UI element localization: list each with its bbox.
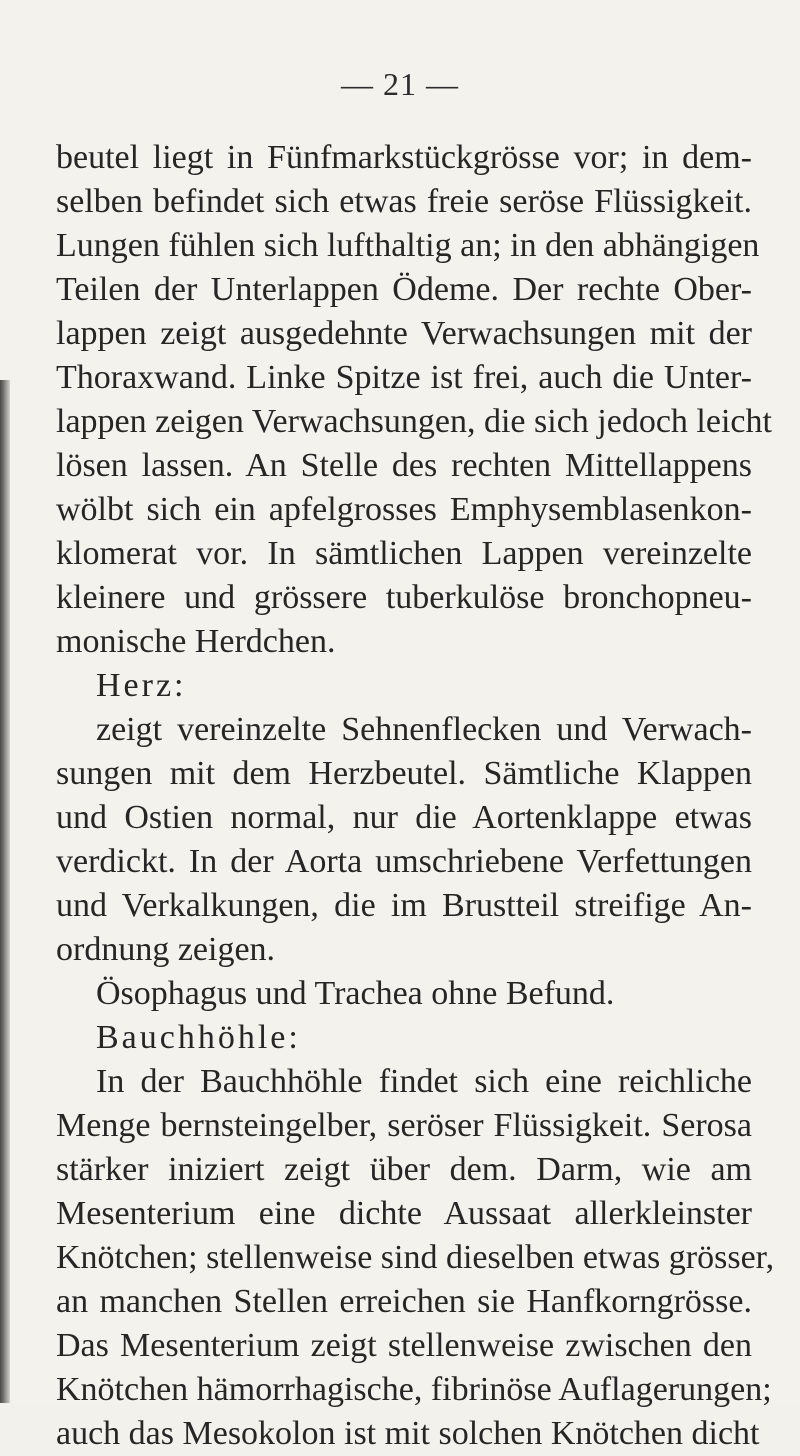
- text-line: lappen zeigen Verwachsungen, die sich jedoch leicht: [56, 403, 772, 440]
- text-line: stärker iniziert zeigt über dem. Darm, wie am: [56, 1151, 752, 1188]
- text-line: und Verkalkungen, die im Brustteil streifige An-: [56, 887, 752, 924]
- text-line: Ösophagus und Trachea ohne Befund.: [96, 975, 615, 1012]
- section-heading: Herz:: [96, 667, 187, 704]
- text-line: klomerat vor. In sämtlichen Lappen vereinzelte: [56, 535, 752, 572]
- text-line: Thoraxwand. Linke Spitze ist frei, auch die Unter-: [56, 359, 752, 396]
- text-line: Knötchen hämorrhagische, fibrinöse Auflagerungen;: [56, 1371, 772, 1408]
- text-line: monische Herdchen.: [56, 623, 336, 660]
- text-line: ordnung zeigen.: [56, 931, 276, 968]
- text-line: kleinere und grössere tuberkulöse bronchopneu-: [56, 579, 752, 616]
- text-line: Lungen fühlen sich lufthaltig an; in den abhängigen: [56, 227, 760, 264]
- text-line: Mesenterium eine dichte Aussaat allerkleinster: [56, 1195, 752, 1232]
- text-line: lappen zeigt ausgedehnte Verwachsungen mit der: [56, 315, 752, 352]
- text-line: selben befindet sich etwas freie seröse Flüssigkeit.: [56, 183, 752, 220]
- text-line: und Ostien normal, nur die Aortenklappe etwas: [56, 799, 752, 836]
- text-line: sungen mit dem Herzbeutel. Sämtliche Klappen: [56, 755, 752, 792]
- text-line: auch das Mesokolon ist mit solchen Knötchen dicht: [56, 1415, 760, 1452]
- text-line: Teilen der Unterlappen Ödeme. Der rechte Ober-: [56, 271, 752, 308]
- text-line: Menge bernsteingelber, seröser Flüssigkeit. Serosa: [56, 1107, 752, 1144]
- section-heading: Bauchhöhle:: [96, 1019, 301, 1056]
- body-text: [56, 136, 775, 1456]
- text-line: Das Mesenterium zeigt stellenweise zwischen den: [56, 1327, 752, 1364]
- page-number: — 21 —: [341, 66, 459, 102]
- text-line: Knötchen; stellenweise sind dieselben etwas grösser,: [56, 1239, 775, 1276]
- text-line: wölbt sich ein apfelgrosses Emphysemblasenkon-: [56, 491, 752, 528]
- text-line: verdickt. In der Aorta umschriebene Verfettungen: [56, 843, 752, 880]
- text-line: beutel liegt in Fünfmarkstückgrösse vor; in dem-: [56, 139, 752, 176]
- text-line: In der Bauchhöhle findet sich eine reichliche: [96, 1063, 752, 1100]
- text-line: zeigt vereinzelte Sehnenflecken und Verwach-: [96, 711, 752, 748]
- text-line: an manchen Stellen erreichen sie Hanfkorngrösse.: [56, 1283, 752, 1320]
- text-line: lösen lassen. An Stelle des rechten Mittellappens: [56, 447, 752, 484]
- binding-shadow: [0, 380, 10, 1403]
